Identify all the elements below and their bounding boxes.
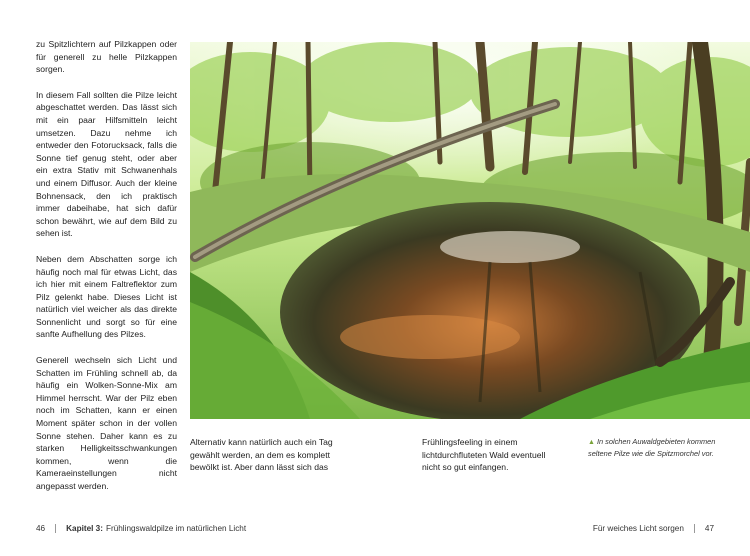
forest-pond-illustration [190,42,750,419]
caption-text: In solchen Auwaldgebieten kommen seltene Pilze wie die Spitzmorchel vor. [588,437,716,458]
middle-text-column-2 [422,436,562,474]
paragraph: Frühlingsfeeling in einem lichtdurchfluteten Wald eventuell nicht so gut einfangen. [422,437,546,473]
photo-caption [588,437,718,459]
triangle-marker-icon: ▲ [588,439,595,446]
chapter-label: Kapitel 3: [66,524,103,533]
left-text-column [36,38,177,506]
paragraph: zu Spitzlichtern auf Pilzkappen oder für generell zu helle Pilzkappen sorgen. [36,39,177,75]
forest-pond-photo [190,42,750,419]
paragraph: Neben dem Abschatten sorge ich häufig noch mal für etwas Licht, das ich hier mit einem Faltreflektor zum Pilz gelenkt habe. Dieses Licht ist natürlich viel weicher als das direkte Sonnenlicht und sorgt so für eine sanfte Aufhellung des Pilzes. [36,253,177,340]
footer-divider [694,524,695,533]
page-number-left: 46 [36,524,46,533]
page-number-right: 47 [704,524,714,533]
footer-right [593,524,714,533]
paragraph: In diesem Fall sollten die Pilze leicht abgeschattet werden. Das lässt sich mit ein paar Hilfsmitteln leicht umsetzen. Dazu nehme ich entweder den Fotorucksack, falls die Sonne tief genug steht, oder aber ein extra Stativ mit Schwanenhals und einem Diffusor. Auch der kleine Bohnensack, den ich praktisch immer dabeihabe, hat sich dafür schon bewährt, wie auf dem Bild zu sehen ist. [36,89,177,239]
section-title: Für weiches Licht sorgen [592,524,684,533]
middle-text-column-1 [190,436,340,474]
footer-left [36,524,246,533]
page-footer [36,524,714,538]
paragraph: Alternativ kann natürlich auch ein Tag gewählt werden, an dem es komplett bewölkt ist. Aber dann lässt sich das [190,437,333,473]
footer-divider [55,524,56,533]
paragraph: Generell wechseln sich Licht und Schatten im Frühling schnell ab, da häufig ein Wolken-Sonne-Mix am Himmel herrscht. War der Pilz eben noch im Schatten, kann er einen Moment später schon in der vollen Sonne stehen. Daher kann es zu starken Helligkeitsschwankungen kommen, wenn die Kameraeinstellungen nicht angepasst werden. [36,355,177,491]
chapter-title: Frühlingswaldpilze im natürlichen Licht [105,524,247,533]
